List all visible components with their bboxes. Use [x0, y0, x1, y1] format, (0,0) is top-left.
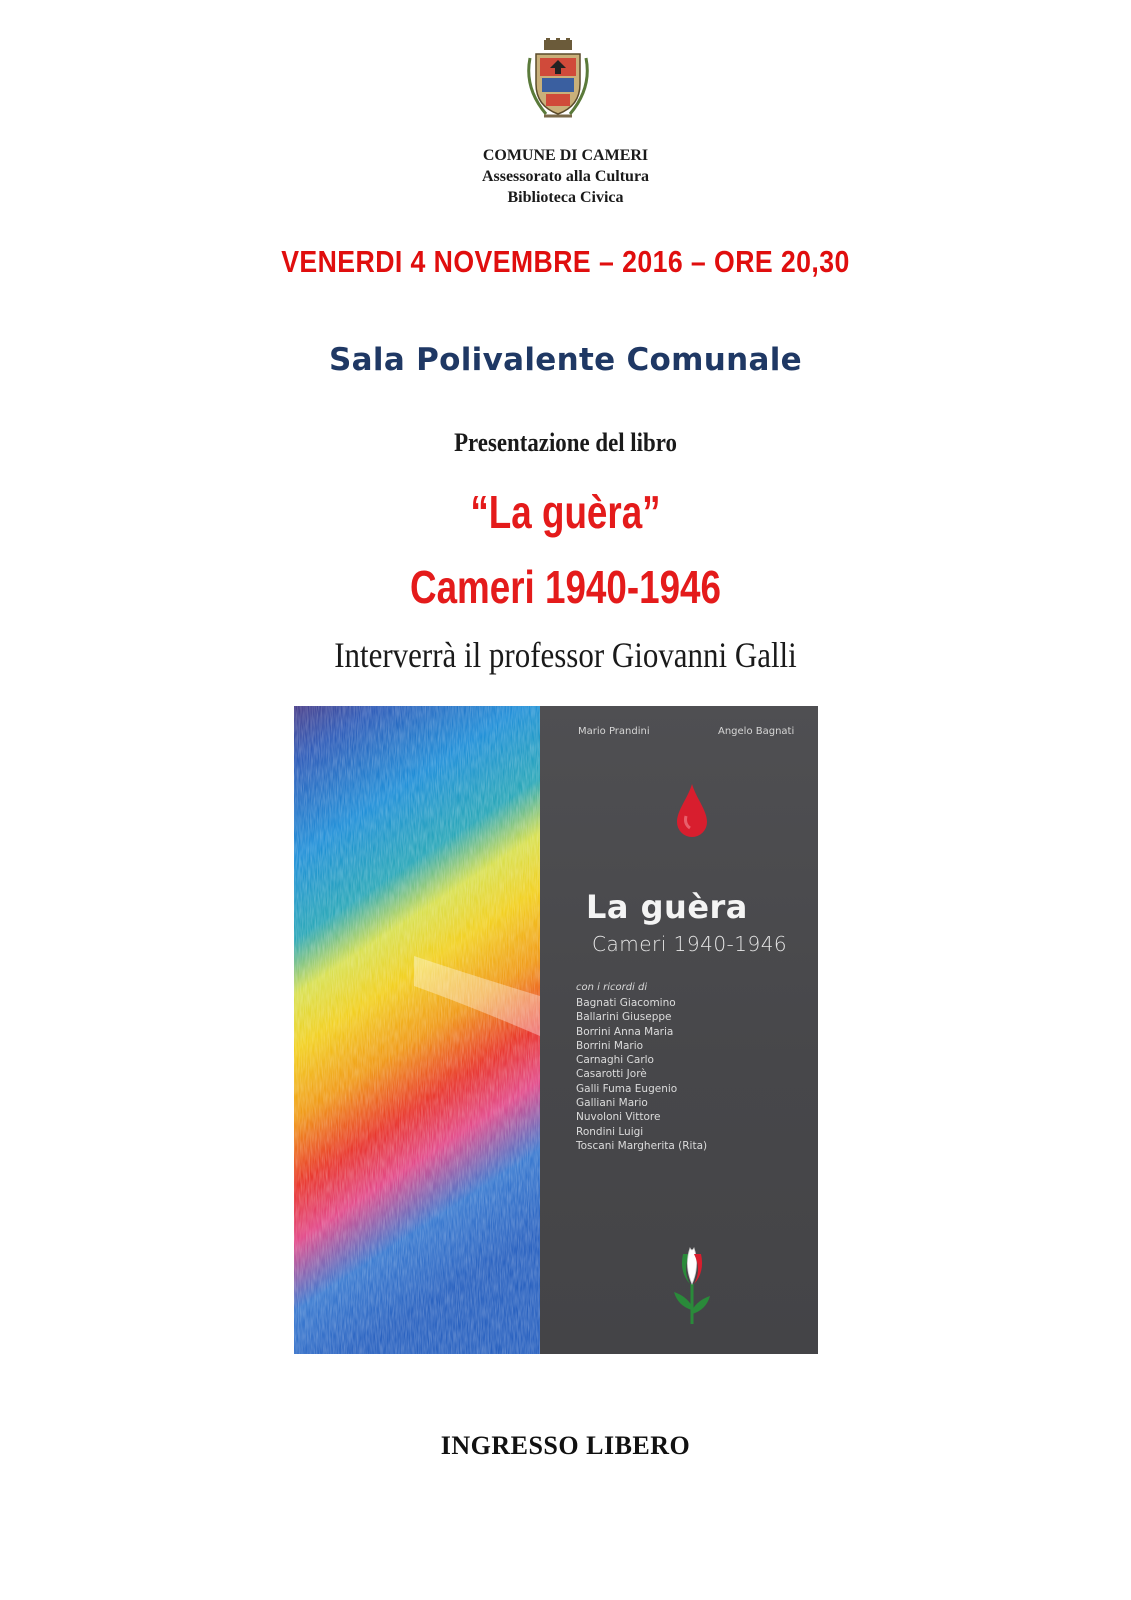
contributor-name: Borrini Mario: [576, 1039, 644, 1052]
contributor-name: Galliani Mario: [576, 1097, 648, 1110]
contributor-name: Bagnati Giacomino: [576, 997, 676, 1009]
event-venue: Sala Polivalente Comunale: [329, 342, 802, 378]
cover-author-left: Mario Prandini: [578, 726, 650, 737]
rainbow-texture-art: [294, 706, 540, 1354]
contributor-name: Carnaghi Carlo: [576, 1054, 654, 1067]
event-intro: Presentazione del libro: [454, 428, 677, 457]
blood-drop-icon: [674, 782, 710, 838]
contributor-name: Ballarini Giuseppe: [576, 1011, 672, 1024]
cover-contributors-intro: con i ricordi di: [576, 982, 648, 993]
tricolor-tulip-icon: [672, 1244, 712, 1328]
department-name: Assessorato alla Cultura: [481, 168, 650, 185]
contributor-name: Casarotti Jorè: [576, 1068, 647, 1081]
event-speaker: Interverrà il professor Giovanni Galli: [334, 635, 797, 675]
municipality-name: COMUNE DI CAMERI: [482, 147, 649, 164]
cover-title: La guèra: [586, 888, 748, 926]
book-cover: [294, 706, 818, 1354]
coat-of-arms-icon: [526, 38, 590, 122]
book-title: “La guèra”: [470, 486, 661, 538]
cover-author-right: Angelo Bagnati: [718, 726, 795, 737]
library-name: Biblioteca Civica: [507, 189, 624, 206]
event-datetime: VENERDI 4 NOVEMBRE – 2016 – ORE 20,30: [281, 244, 850, 279]
free-entry-notice: INGRESSO LIBERO: [440, 1431, 691, 1460]
book-subtitle: Cameri 1940-1946: [410, 561, 721, 613]
contributor-name: Borrini Anna Maria: [576, 1025, 674, 1038]
contributor-name: Toscani Margherita (Rita): [576, 1139, 708, 1152]
contributors-list: [576, 996, 707, 1153]
contributor-name: Nuvoloni Vittore: [576, 1111, 661, 1124]
contributor-name: Galli Fuma Eugenio: [576, 1082, 678, 1095]
contributor-name: Rondini Luigi: [576, 1125, 644, 1138]
cover-subtitle: Cameri 1940-1946: [592, 932, 788, 956]
